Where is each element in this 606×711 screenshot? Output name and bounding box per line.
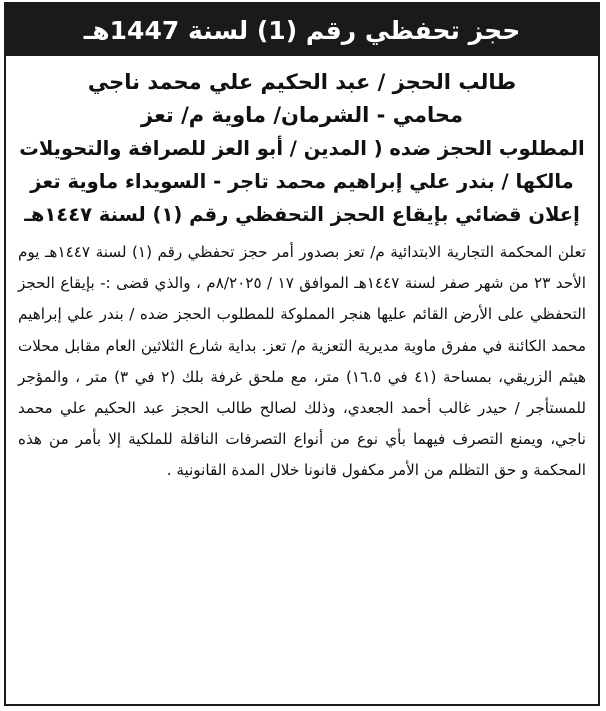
legal-notice [4,2,600,706]
notice-title-bar [6,4,598,56]
defendant-owner-line: مالكها / بندر علي إبراهيم محمد تاجر - السويداء ماوية تعز [30,170,574,193]
notice-title: حجز تحفظي رقم (1) لسنة 1447هـ [83,15,521,45]
defendant-line: المطلوب الحجز ضده ( المدين / أبو العز للصرافة والتحويلات [19,137,585,160]
announcement-heading: إعلان قضائي بإيقاع الحجز التحفظي رقم (١) لسنة ١٤٤٧هـ [24,203,580,226]
notice-header [6,56,598,231]
applicant-line: طالب الحجز / عبد الحكيم علي محمد ناجي [87,70,517,94]
applicant-profession-line: محامي - الشرمان/ ماوية م/ تعز [141,103,463,127]
notice-body: تعلن المحكمة التجارية الابتدائية م/ تعز بصدور أمر حجز تحفظي رقم (١) لسنة ١٤٤٧هـ يوم الأحد ٢٣ من شهر صفر لسنة ١٤٤٧هـ الموافق ١٧ / ٨/٢٠٢٥م ، والذي قضى :- بإيقاع الحجز التحفظي على الأرض القائم عليها هنجر المملوكة للمطلوب الحجز ضده / بندر علي إبراهيم محمد الكائنة في مفرق ماوية مديرية التعزية م/ تعز. بداية شارع الثلاثين العام مقابل محلات هيثم الزريقي، بمساحة (٤١ في ١٦.٥) متر، مع ملحق غرفة بلك (٢ في ٣) متر ، والمؤجر للمستأجر / حيدر غالب أحمد الجعدي، وذلك لصالح طالب الحجز عبد الحكيم علي محمد ناجي، ويمنع التصرف فيهما بأي نوع من أنواع التصرفات الناقلة للملكية إلا بأمر من هذه المحكمة و حق التظلم من الأمر مكفول قانونا خلال المدة القانونية . [18,243,587,480]
